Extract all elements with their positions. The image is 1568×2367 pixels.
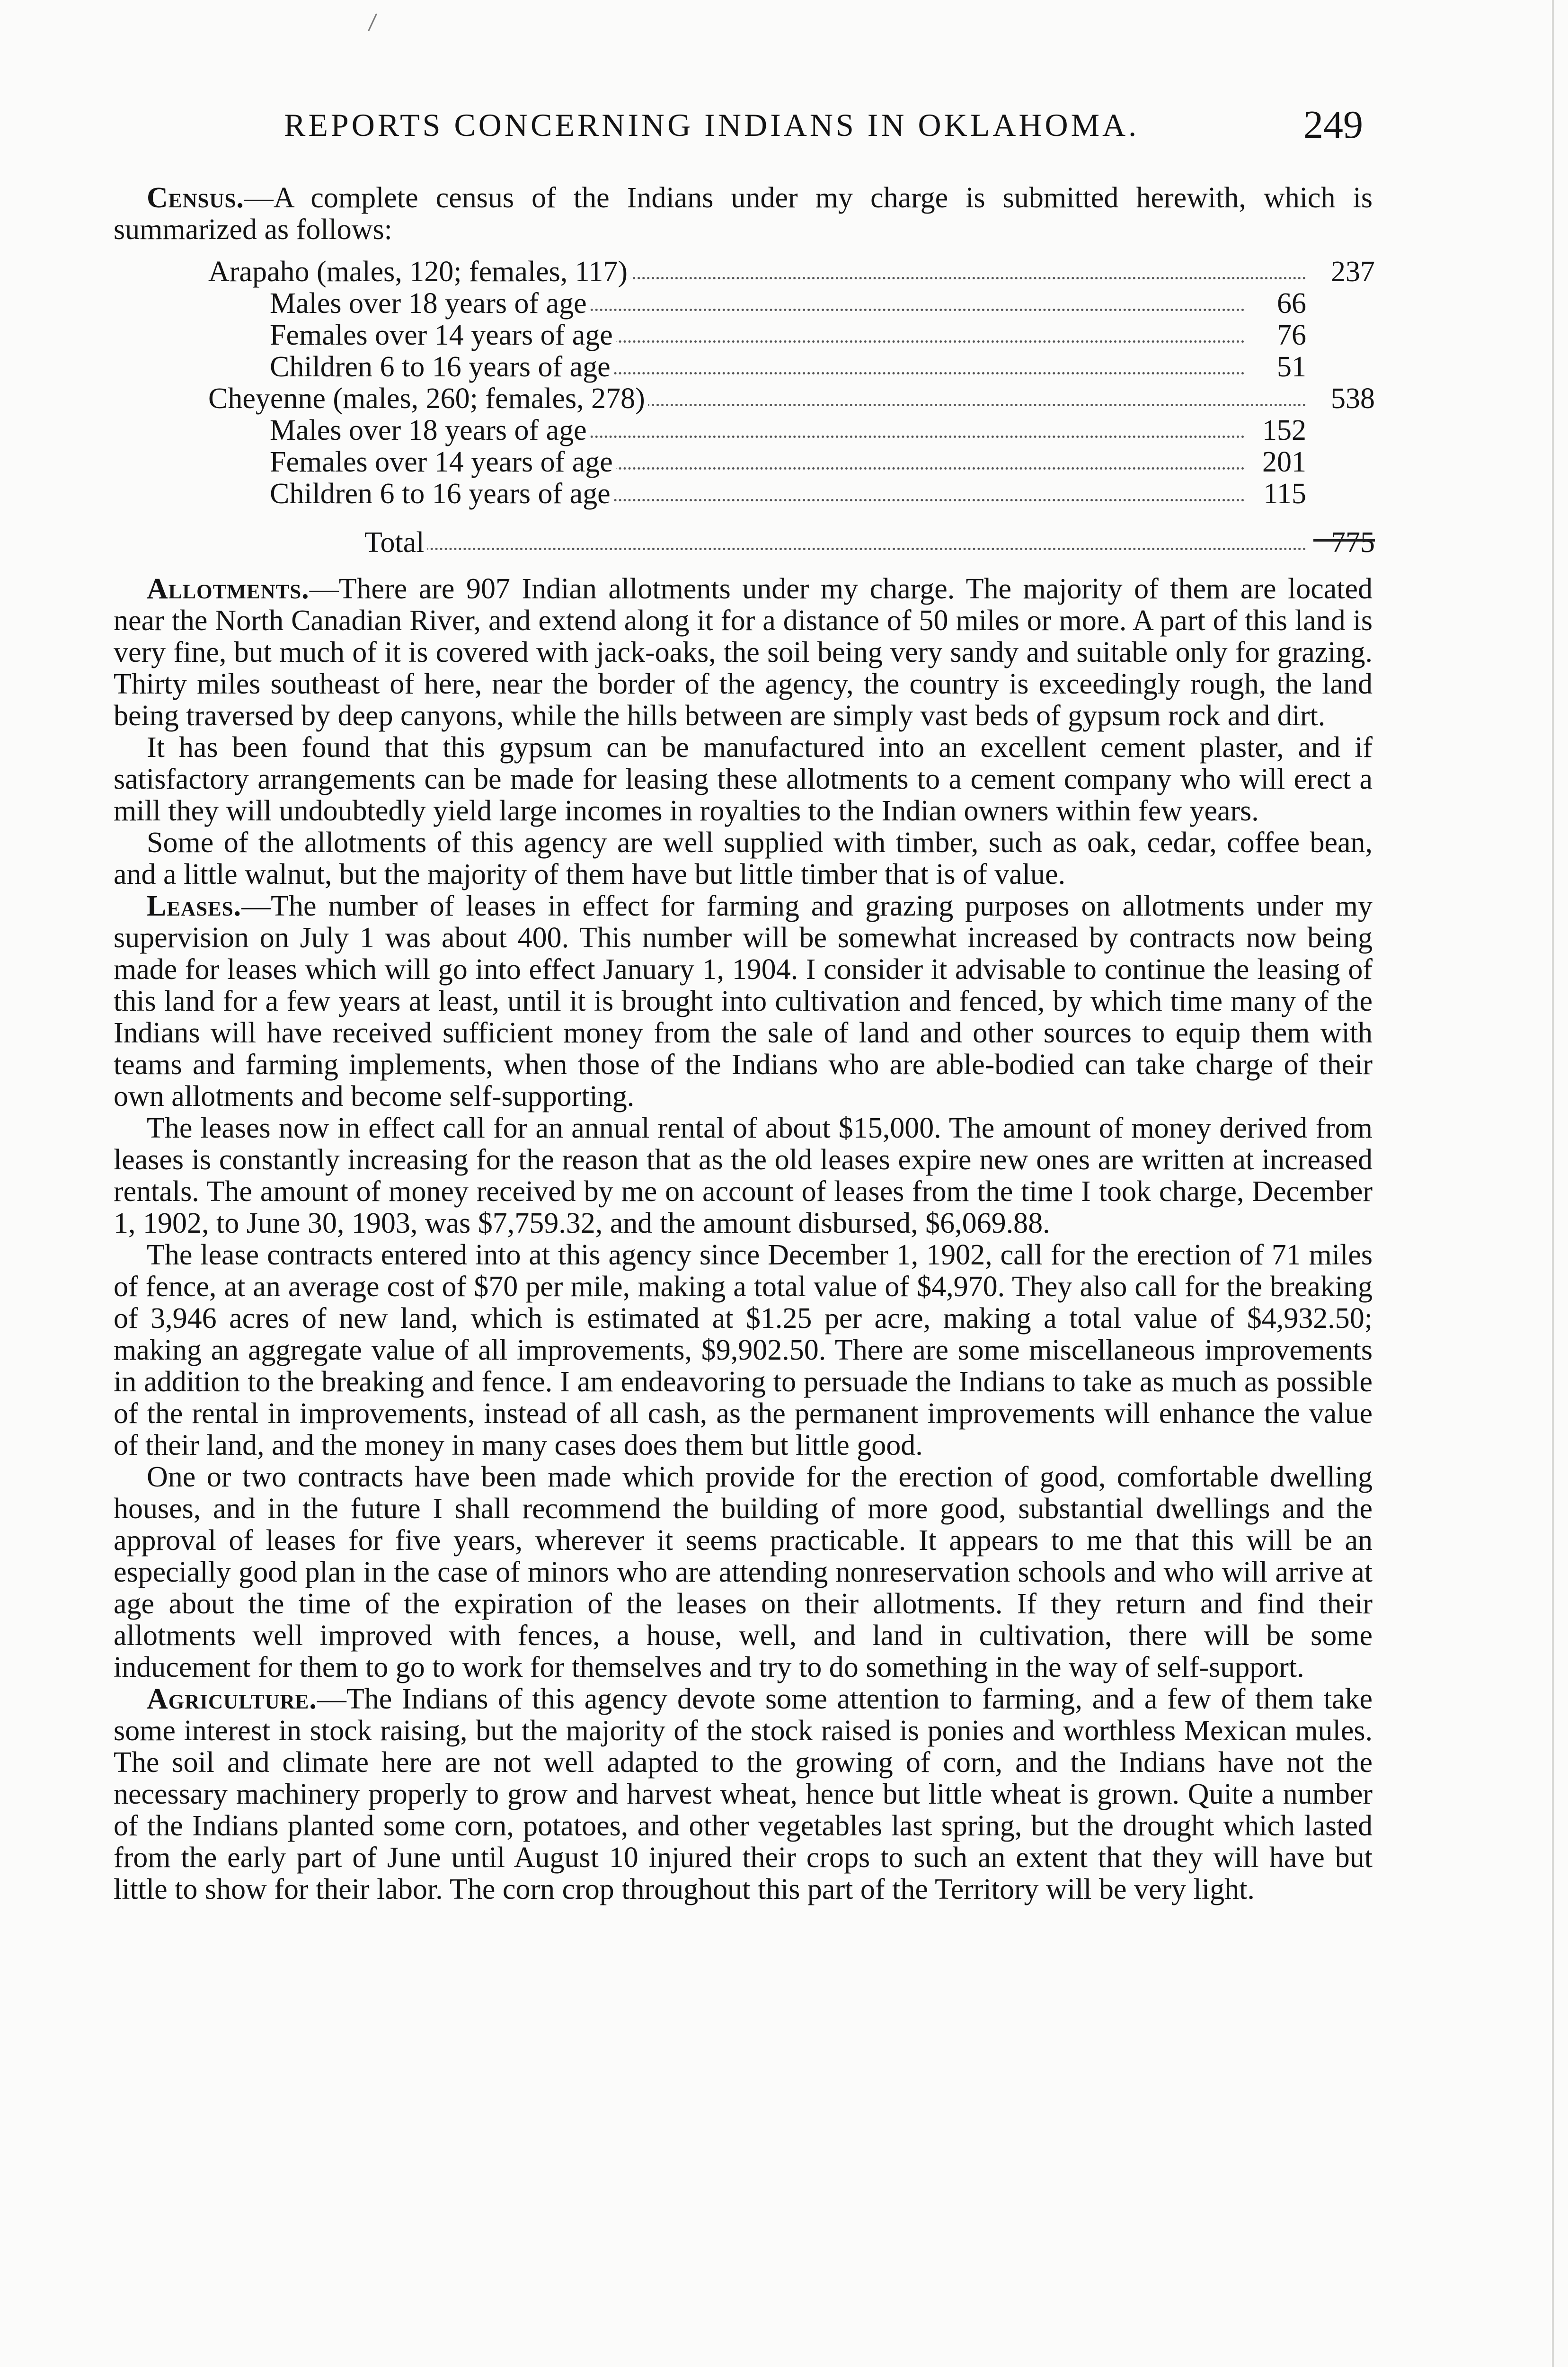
total-rule [1313,539,1375,542]
census-row-label: Males over 18 years of age [270,288,590,320]
census-row-value: 51 [1277,351,1306,383]
contracts-paragraph: The lease contracts entered into at this agency since December 1, 1902, call for the erection of 71 miles of fence, at an average cost of $70 per mile, making a total value of $4,970. They also call for the breaking of 3,946 acres of new land, which is estimated at $1.25 per acre, making a total value of $4,932.50; making an aggregate value of all improvements, $9,902.50. There are some miscellaneous improvements in addition to the breaking and fence. I am endeavoring to persuade the Indians to take as much as possible of the rental in improvements, instead of all cash, as the permanent improvements will enhance the value of their land, and the money in many cases does them but little good. [114,1239,1373,1461]
census-row-label: Arapaho (males, 120; females, 117) [208,256,630,288]
agriculture-heading: Agriculture. [147,1683,317,1715]
allotments-heading: Allotments. [147,573,310,605]
census-row-label: Females over 14 years of age [270,320,616,351]
agriculture-paragraph [114,1683,1373,1905]
census-row-value: 115 [1263,478,1306,510]
census-row-value: 538 [1331,383,1375,415]
body-text [114,182,1373,1905]
census-row-label: Total [364,527,427,559]
census-row-label: Children 6 to 16 years of age [270,478,613,510]
census-row-value: 66 [1277,287,1306,320]
census-row-value: 775 [1331,526,1375,559]
census-row-value: 201 [1262,446,1306,478]
census-row-label: Males over 18 years of age [270,415,590,446]
agriculture-text: —The Indians of this agency devote some attention to farming, and a few of them take some interest in stock raising, but the majority of the stock raised is ponies and worthless Mexican mules. The soil and climate here are not well adapted to the growing of corn, and the Indians have not the necessary machinery properly to grow and harvest wheat, hence but little wheat is grown. Quite a number of the Indians planted some corn, potatoes, and other vegetables last spring, but the drought which lasted from the early part of June until August 10 injured their crops to such an extent that they will have but little to show for their labor. The corn crop throughout this part of the Territory will be very light. [114,1683,1373,1905]
rental-paragraph: The leases now in effect call for an annual rental of about $15,000. The amount of money derived from leases is constantly increasing for the reason that as the old leases expire new ones are written at increased rentals. The amount of money received by me on account of leases from the time I took charge, December 1, 1902, to June 30, 1903, was $7,759.32, and the amount disbursed, $6,069.88. [114,1112,1373,1239]
dwellings-paragraph: One or two contracts have been made which provide for the erection of good, comfortable dwelling houses, and in the future I shall recommend the building of more good, substantial dwellings and the approval of leases for five years, wherever it seems practicable. It appears to me that this will be an especially good plan in the case of minors who are attending nonreservation schools and who will arrive at age about the time of the expiration of the leases on their allotments. If they return and find their allotments well improved with fences, a house, well, and land in cultivation, there will be some inducement for them to go to work for themselves and try to do something in the way of self-support. [114,1461,1373,1683]
census-heading: Census. [147,182,244,214]
allotments-paragraph [114,573,1373,732]
page-edge [1552,0,1554,2367]
allotments-text: —There are 907 Indian allotments under my charge. The majority of them are located near the North Canadian River, and extend along it for a distance of 50 miles or more. A part of this land is very fine, but much of it is covered with jack-oaks, the soil being very sandy and suitable only for grazing. Thirty miles southeast of here, near the border of the agency, the country is exceedingly rough, the land being traversed by deep canyons, while the hills between are simply vast beds of gypsum rock and dirt. [114,573,1373,732]
census-row-label: Cheyenne (males, 260; females, 278) [208,383,648,415]
census-row-value: 152 [1262,414,1306,446]
census-row [114,478,1391,510]
census-row-label: Females over 14 years of age [270,446,616,478]
running-title: REPORTS CONCERNING INDIANS IN OKLAHOMA. [284,107,1140,143]
leader-dots [383,518,1306,550]
pencil-mark [368,13,383,34]
census-total-row [114,527,1391,559]
gypsum-paragraph: It has been found that this gypsum can be manufactured into an excellent cement plaster, and if satisfactory arrangements can be made for leasing these allotments to a cement company who will erect a mill they will undoubtedly yield large incomes in royalties to the Indian owners within few years. [114,731,1373,827]
timber-paragraph: Some of the allotments of this agency are well supplied with timber, such as oak, cedar, coffee bean, and a little walnut, but the majority of them have but little timber that is of value. [114,827,1373,890]
census-row-value: 76 [1277,319,1306,351]
census-paragraph [114,182,1373,246]
leases-paragraph [114,890,1373,1112]
census-intro: —A complete census of the Indians under my charge is submitted herewith, which is summarized as follows: [114,182,1373,246]
census-table [114,256,1373,559]
leases-heading: Leases. [147,890,242,922]
census-row-value: 237 [1331,256,1375,288]
leases-text: —The number of leases in effect for farming and grazing purposes on allotments under my supervision on July 1 was about 400. This number will be somewhat increased by contracts now being made for leases which will go into effect January 1, 1904. I consider it advisable to continue the leasing of this land for a few years at least, until it is brought into cultivation and fenced, by which time many of the Indians will have received sufficient money from the sale of land and other sources to equip them with teams and farming implements, when those of the Indians who are able-bodied can take charge of their own allotments and become self-supporting. [114,890,1373,1112]
running-head [114,102,1363,147]
page-number: 249 [1303,103,1363,147]
census-row-label: Children 6 to 16 years of age [270,351,613,383]
